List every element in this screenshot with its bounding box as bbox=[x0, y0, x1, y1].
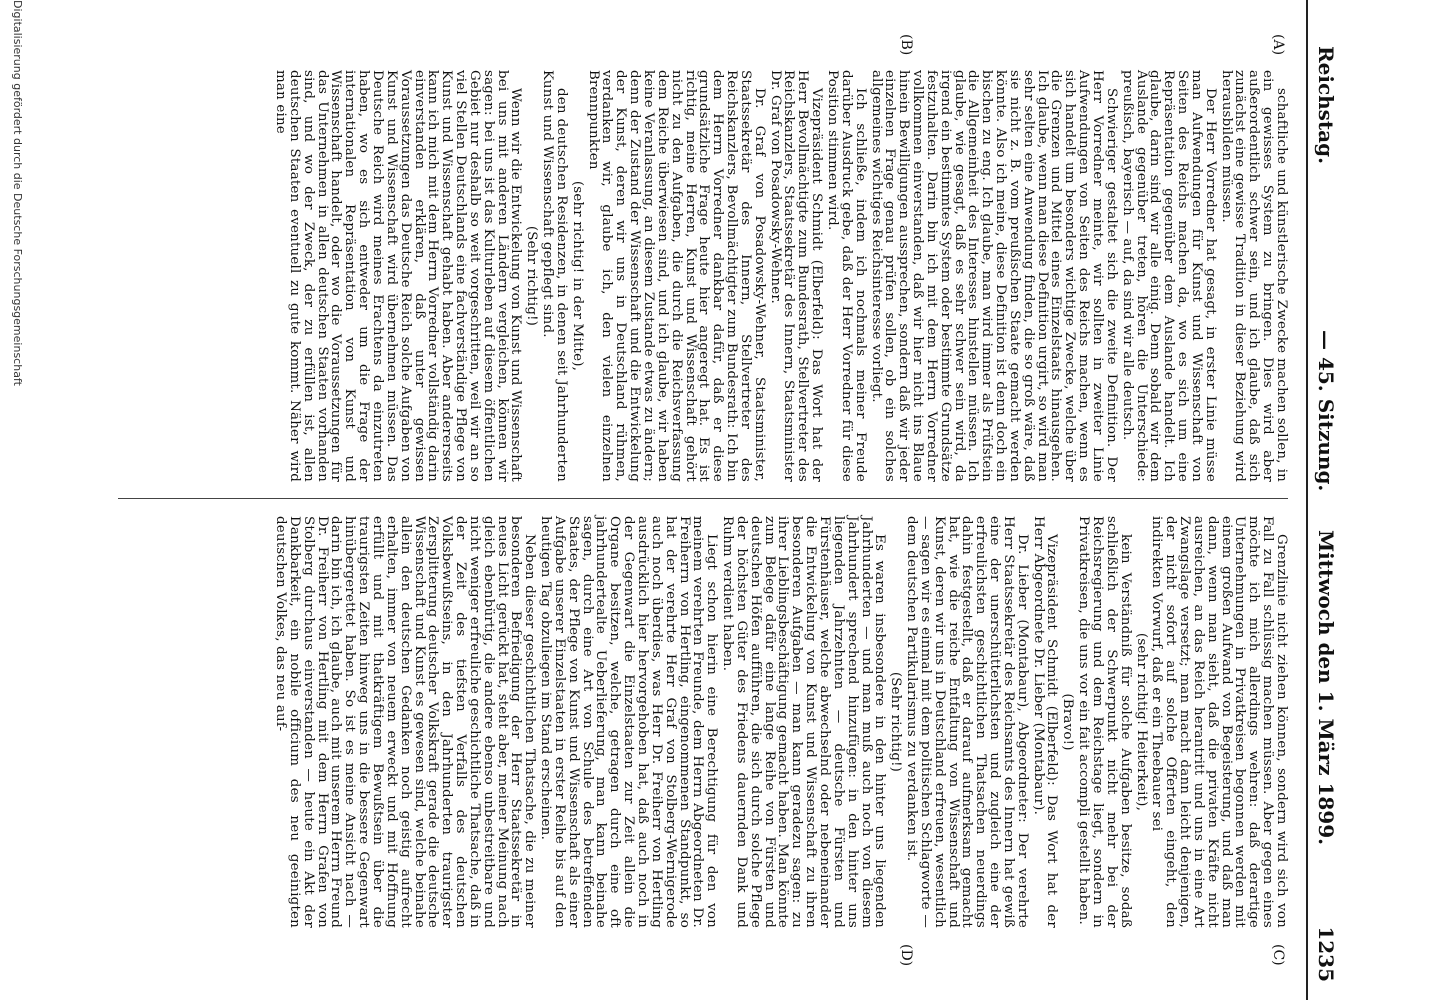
page-number: 1235 bbox=[1314, 926, 1338, 982]
column-divider bbox=[118, 498, 1288, 499]
header-date: Mittwoch den 1. März 1899. bbox=[1314, 530, 1338, 846]
paragraph: schaftliche und künstlerische Zwecke machen sollen, in ein gewisses System zu bringen. Dies wird aber außerordentlich schwer sein, und ich glaube, daß sich zunächst eine gewisse Tradition in dieser Beziehung wird herausbilden müssen. bbox=[1218, 70, 1289, 482]
header-title: Reichstag. bbox=[1314, 46, 1338, 165]
paragraph: Schwieriger gestaltet sich die zweite Definition. Der Herr Vorredner meinte, wir sollten in zweiter Linie Aufwendungen von Seiten des Reichs machen, wenn es sich handelt um besonders wichtige Zwecke, welche über die Grenzen und Mittel eines Einzelstaats hinausgehen. Ich glaube, wenn man diese Definition urgirt, so wird man sehr selten eine Anwendung finden, die so groß wäre, daß sie nicht z. B. vom preußischen Staate gemacht werden könnte. Also ich meine, diese Definition ist denn doch ein bischen zu eng. Ich glaube, man wird immer als Prüfstein die Allgemeinheit des Interesses hinstellen müssen. Ich glaube, wie gesagt, daß es sehr schwer sein wird, da irgend ein bestimmtes System oder bestimmte Grundsätze festzuhalten. Darin bin ich mit dem Herrn Vorredner vollkommen einverstanden, daß wir hier nicht ins Blaue hinein Bewilligungen aussprechen, sondern daß wir jeder einzelnen Frage genau prüfen sollen, ob ein solches allgemeines wichtiges Reichsinteresse vorliegt. bbox=[868, 70, 1119, 482]
paragraph: Wenn wir die Entwickelung von Kunst und Wissenschaft bei uns mit anderen Ländern vergleichen, können wir sagen: bei uns ist das Kulturleben auf diesem öffentlichen Gebiet nur deshalb so weit vorgeschritten, weil wir an so viel Stellen Deutschlands eine fachverständige Pflege von Kunst und Wissenschaft gehabt haben. Aber andererseits kann ich mich mit dem Herrn Vorredner vollständig darin einverstanden erklären, daß unter gewissen Voraussetzungen das Deutsche Reich solche Aufgaben von Kunst und Wissenschaft wird übernehmen müssen. Das Deutsche Reich wird meines Erachtens da einzutreten haben, wo es sich entweder um die Frage der internationalen Repräsentation von Kunst und Wissenschaft handelt, oder wo die Voraussetzungen für das Unternehmen in allen deutschen Staaten vorhanden sind, und wo der Zweck, der zu erfüllen ist, allen deutschen Staaten eventuell zu gute kommt. Näher wird man eine bbox=[273, 70, 524, 482]
paragraph: Vizepräsident Schmidt (Elberfeld): Das Wort hat der Herr Bevollmächtigte zum Bundesrath, Stellvertreter des Reichskanzlers, Staatssekretär des Innern, Staatsminister Dr. Graf von Posadowsky-Wehner. bbox=[767, 70, 825, 482]
margin-mark-c: (C) bbox=[1270, 944, 1286, 966]
header-rule bbox=[1306, 0, 1308, 1000]
paragraph: Ich schließe, indem ich nochmals meiner Freude darüber Ausdruck gebe, daß der Herr Vorredner für diese Position stimmen wird. bbox=[825, 70, 868, 482]
paragraph: Der Herr Vorredner hat gesagt, in erster Linie müsse man Aufwendungen für Kunst und Wissenschaft von Seiten des Reichs machen da, wo es sich um eine Repräsentation gegenüber dem Auslande handelt. Ich glaube, darin sind wir alle einig. Denn sobald wir dem Auslande gegenüber treten, hören die Unterschiede: preußisch, bayerisch — auf, da sind wir alle deutsch. bbox=[1119, 70, 1218, 482]
digitization-credit: Digitalisierung gefördert durch die Deutsche Forschungsgemeinschaft bbox=[11, 0, 24, 386]
paragraph: Liegt schon hierin eine Berechtigung für den von meinem verehrten Freunde, dem Herrn Abgeordneten Dr. Freiherrn von Hertling, eingenommenen Standpunkt, so hat der verehrte Herr Graf von Stolberg-Wernigerode auch noch überdies, was Herr Dr. Freiherr von Hertling ausdrücklich hier hervorgehoben hat, daß auch noch in der Gegenwart die Einzelstaaten zur Zeit allein die Organe besitzen, welche, getragen durch eine oft jahrhundertealte Ueberlieferung, man kann beinahe sagen, durch eine Art von Schule des betreffenden Staates, der Pflege von Kunst und Wissenschaft als einer Aufgabe unserer Einzelstaaten in erster Reihe bis auf den heutigen Tag obzuliegen im Stand erscheinen. bbox=[538, 516, 720, 928]
margin-mark-a: (A) bbox=[1270, 34, 1286, 56]
margin-mark-d: (D) bbox=[898, 944, 914, 967]
interjection: (sehr richtig! Heiterkeit), bbox=[1133, 632, 1149, 812]
paragraph: Vizepräsident Schmidt (Elberfeld): Das Wort hat der Herr Abgeordnete Dr. Lieber (Montabaur). bbox=[1030, 516, 1060, 928]
interjection: (sehr richtig! in der Mitte), bbox=[569, 180, 585, 372]
paragraph: kein Verständniß für solche Aufgaben besitze, sodaß schließlich der Schwerpunkt nicht mehr bei der Reichsregierung und dem Reichstage liegt, sondern in Privatkreisen, die uns vor ein fait accompli gestellt haben. bbox=[1076, 516, 1133, 928]
paragraph: Grenzlinie nicht ziehen können, sondern wird sich von Fall zu Fall schlüssig machen müssen. Aber gegen eines möchte ich mich allerdings wehren: daß derartige Unternehmungen in Privatkreisen begonnen werden mit einem großen Aufwand von Begeisterung, und daß man dann, wenn man sieht, daß die privaten Kräfte nicht ausreichen, an das Reich herantritt und uns in eine Art Zwangslage versetzt; man macht dann leicht denjenigen, der nicht sofort auf solche Offerten eingeht, den indirekten Vorwurf, daß er ein Theebauer sei bbox=[1149, 516, 1289, 928]
interjection: (Sehr richtig!) bbox=[524, 225, 540, 327]
paragraph: Es waren insbesondere in den hinter uns liegenden Jahrhunderten — und man muß auch noch von diesem Jahrhundert sprechend hinzufügen: in den hinter uns liegenden Jahrzehnten — deutsche Fürsten und Fürstenhäuser, welche abwechselnd oder nebeneinander die Entwickelung von Kunst und Wissenschaft zu ihren besonderen Aufgaben — man kann geradezu sagen: zu ihrer Lieblingsbeschäftigung gemacht haben. Man könnte zum Belege dafür eine lange Reihe von Fürsten und deutschen Höfen aufführen, die sich durch solche Pflege der höchsten Güter des Friedens dauernden Dank und Ruhm verdient haben. bbox=[720, 516, 888, 928]
paragraph: Dr. Graf von Posadowsky-Wehner, Staatsminister, Staatssekretär des Innern, Stellvertreter des Reichskanzlers, Bevollmächtigter zum Bundesrath: Ich bin dem Herrn Vorredner dankbar dafür, daß er diese grundsätzliche Frage heute hier angeregt hat. Es ist richtig, meine Herren, Kunst und Wissenschaft gehört nicht zu den Aufgaben, die durch die Reichsverfassung dem Reiche überwiesen sind, und ich glaube, wir haben keine Veranlassung, an diesem Zustande etwas zu ändern; denn der Zustand der Wissenschaft und die Entwickelung der Kunst, deren wir uns in Deutschland rühmen, verdanken wir, glaube ich, den vielen einzelnen Brennpunkten bbox=[585, 70, 767, 482]
left-column bbox=[271, 70, 1288, 482]
margin-mark-b: (B) bbox=[898, 34, 914, 56]
right-column bbox=[271, 516, 1288, 928]
header-session: — 45. Sitzung. bbox=[1314, 330, 1338, 492]
paragraph: Dr. Lieber (Montabaur), Abgeordneter: Der verehrte Herr Staatssekretär des Reichsamts des Innern hat gewiß eine der unerschütterlichsten und zugleich eine der erfreulichsten geschichtlichen Thatsachen neuerdings dahin festgestellt, daß er darauf aufmerksam gemacht hat, wie die reiche Entfaltung von Wissenschaft und Kunst, deren wir uns in Deutschland erfreuen, wesentlich — sagen wir es einmal mit dem politischen Schlagworte — dem deutschen Partikularismus zu verdanken ist. bbox=[904, 516, 1030, 928]
page-header bbox=[1306, 0, 1346, 1000]
paragraph: Neben dieser geschichtlichen Thatsache, die zu meiner besonderen Befriedigung der Herr Staatssekretär in neues Licht gerückt hat, steht aber, meiner Meinung nach gleich ebenbürtig, die andere ebenso unbestreitbare und nicht weniger erfreuliche geschichtliche Thatsache, daß in der Zeit des tiefsten Verfalls des deutschen Volksbewußtseins, in den Jahrhunderten traurigster Zersplitterung deutscher Volkskraft gerade die deutsche Wissenschaft und Kunst es gewesen sind, welche beinahe allein den deutschen Gedanken noch geistig aufrecht erhalten, immer von neuem erweckt und mit Hoffnung erfüllt und mit thatkräftigem Bewußtsein über die traurigsten Zeiten hinweg uns in die bessere Gegenwart hinübergerettet haben. So ist es meine Ansicht nach — darin bin ich, ich glaube, auch mit unserem Herrn Freund Dr. Freiherr von Hertling mit dem Herrn Grafen von Stolberg durchaus einverstanden — heute ein Akt der Dankbarkeit, ein nobile officium des neu geeinigten deutschen Volkes, das neu auf- bbox=[273, 516, 538, 928]
interjection: (Sehr richtig!) bbox=[888, 671, 904, 773]
paragraph: den deutschen Residenzen, in denen seit Jahrhunderten Kunst und Wissenschaft gepflegt sind. bbox=[540, 70, 569, 482]
interjection: (Bravo!) bbox=[1060, 693, 1076, 751]
